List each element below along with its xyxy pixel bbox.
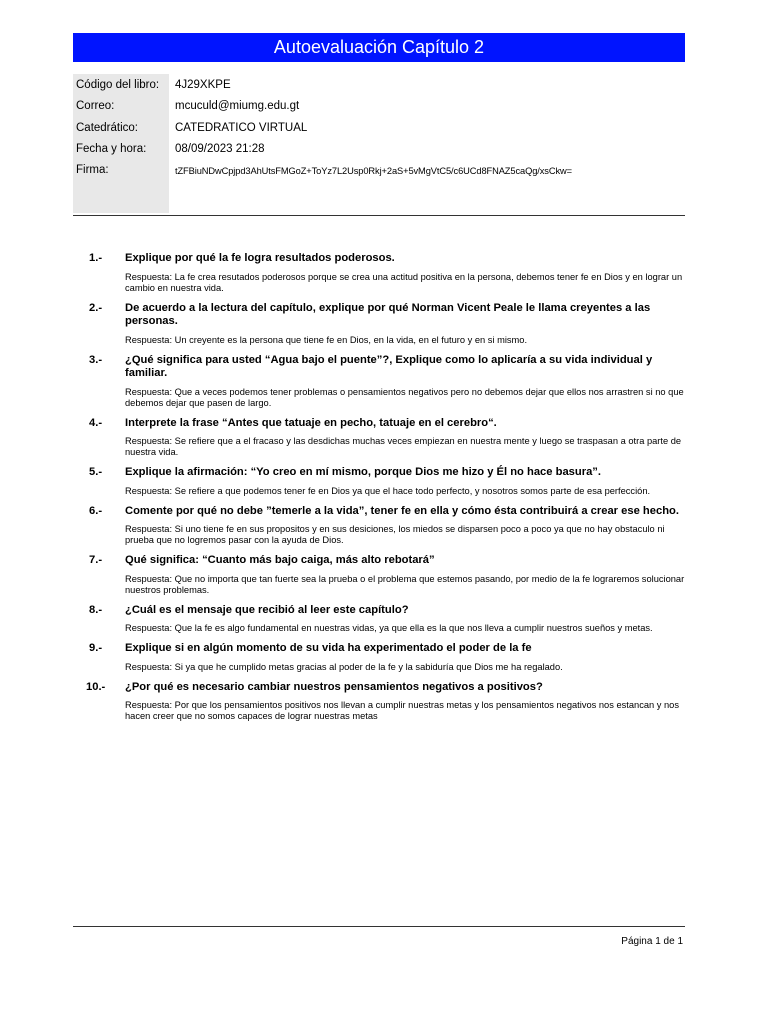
question-item — [73, 642, 685, 673]
question-number: 9.- — [89, 642, 103, 654]
question-item — [73, 554, 685, 596]
answer-text: Respuesta: Si uno tiene fe en sus propositos y en sus desiciones, los miedos se disparsen poco a poco ya que no hay obstaculo ni prueba que no logremos pasar con la ayuda de Dios. — [125, 524, 665, 545]
info-row-email — [73, 96, 685, 118]
info-value: CATEDRATICO VIRTUAL — [175, 121, 308, 134]
info-row-book-code — [73, 74, 685, 96]
question-number: 5.- — [89, 466, 103, 478]
question-list — [73, 252, 685, 730]
answer-text: Respuesta: Si ya que he cumplido metas gracias al poder de la fe y la sabiduría que Dios me ha regalado. — [125, 661, 563, 672]
question-item — [73, 681, 685, 723]
question-text: Explique si en algún momento de su vida ha experimentado el poder de la fe — [125, 642, 532, 654]
question-item — [73, 252, 685, 294]
footer-divider — [73, 926, 685, 927]
answer-text: Respuesta: Se refiere a que podemos tener fe en Dios ya que el hace todo perfecto, y nosotros somos parte de esa perfección. — [125, 485, 651, 496]
question-text: ¿Por qué es necesario cambiar nuestros pensamientos negativos a positivos? — [125, 680, 543, 693]
answer-text: Respuesta: Un creyente es la persona que tiene fe en Dios, en la vida, en el futuro y en si mismo. — [125, 334, 528, 345]
question-number: 6.- — [89, 504, 103, 517]
question-number: 4.- — [89, 416, 103, 429]
question-number: 1.- — [89, 252, 103, 264]
answer-text: Respuesta: Que la fe es algo fundamental en nuestras vidas, ya que ella es la que nos lleva a cumplir nuestros sueños y metas. — [125, 623, 653, 633]
page-title: Autoevaluación Capítulo 2 — [273, 37, 485, 57]
question-text: ¿Qué significa para usted “Agua bajo el puente”?, Explique como lo aplicaría a su vida individual y familiar. — [125, 353, 653, 379]
question-text: Qué significa: “Cuanto más bajo caiga, más alto rebotará” — [125, 554, 435, 566]
answer-text: Respuesta: Por que los pensamientos positivos nos llevan a cumplir nuestras metas y los pensamientos negativos nos estancan y nos hacen creer que no somos capaces de lograr nuestras metas — [125, 700, 679, 721]
question-item — [73, 302, 685, 346]
info-value: 08/09/2023 21:28 — [175, 143, 265, 156]
answer-text: Respuesta: La fe crea resutados poderosos porque se crea una actitud positiva en la persona, debemos tener fe en Dios y en lograr un cambio en nuestra vida. — [125, 271, 683, 293]
question-text: Explique la afirmación: “Yo creo en mí mismo, porque Dios me hizo y Él no hace basura”. — [125, 466, 601, 478]
info-value: 4J29XKPE — [175, 78, 231, 91]
answer-text: Respuesta: Que no importa que tan fuerte sea la prueba o el problema que estemos pasando, por medio de la fe lograremos solucionar nuestros problemas. — [125, 573, 685, 595]
question-number: 7.- — [89, 554, 103, 566]
question-number: 8.- — [89, 603, 103, 616]
info-table — [73, 74, 685, 213]
question-item — [73, 417, 685, 459]
info-row-signature — [73, 160, 685, 213]
info-label: Correo: — [73, 96, 169, 118]
page-title-bar — [73, 33, 685, 62]
signature-value: tZFBiuNDwCpjpd3AhUtsFMGoZ+ToYz7L2Usp0Rkj+2aS+5vMgVtC5/c6UCd8FNAZ5caQg/xsCkw= — [175, 166, 572, 176]
info-label: Catedrático: — [73, 117, 169, 139]
question-item — [73, 466, 685, 497]
info-label: Código del libro: — [73, 74, 169, 96]
question-text: Interprete la frase “Antes que tatuaje en pecho, tatuaje en el cerebro“. — [125, 416, 497, 429]
info-value: mcuculd@miumg.edu.gt — [175, 100, 300, 113]
question-text: ¿Cuál es el mensaje que recibió al leer este capítulo? — [125, 603, 409, 616]
header-divider — [73, 215, 685, 216]
answer-text: Respuesta: Que a veces podemos tener problemas o pensamientos negativos pero no debemos dejar que ellos nos arrastren si no que debemos dejar que pasen de largo. — [125, 386, 684, 408]
question-number: 3.- — [89, 353, 103, 366]
answer-text: Respuesta: Se refiere que a el fracaso y las desdichas muchas veces empiezan en nuestra mente y luego se traspasan a otra parte de nuestra vida. — [125, 436, 682, 457]
question-item — [73, 354, 685, 409]
page-number: Página 1 de 1 — [621, 936, 683, 947]
info-row-professor — [73, 117, 685, 139]
info-label: Firma: — [73, 160, 169, 213]
question-text: Comente por qué no debe ”temerle a la vida”, tener fe en ella y cómo ésta contribuirá a crear ese hecho. — [125, 504, 679, 517]
question-text: Explique por qué la fe logra resultados poderosos. — [125, 252, 395, 264]
question-item — [73, 604, 685, 635]
question-number: 2.- — [89, 301, 103, 314]
question-item — [73, 505, 685, 547]
question-text: De acuerdo a la lectura del capítulo, explique por qué Norman Vicent Peale le llama creyentes a las personas. — [125, 301, 651, 327]
question-number: 10.- — [86, 680, 106, 693]
info-row-datetime — [73, 139, 685, 161]
info-label: Fecha y hora: — [73, 139, 169, 161]
